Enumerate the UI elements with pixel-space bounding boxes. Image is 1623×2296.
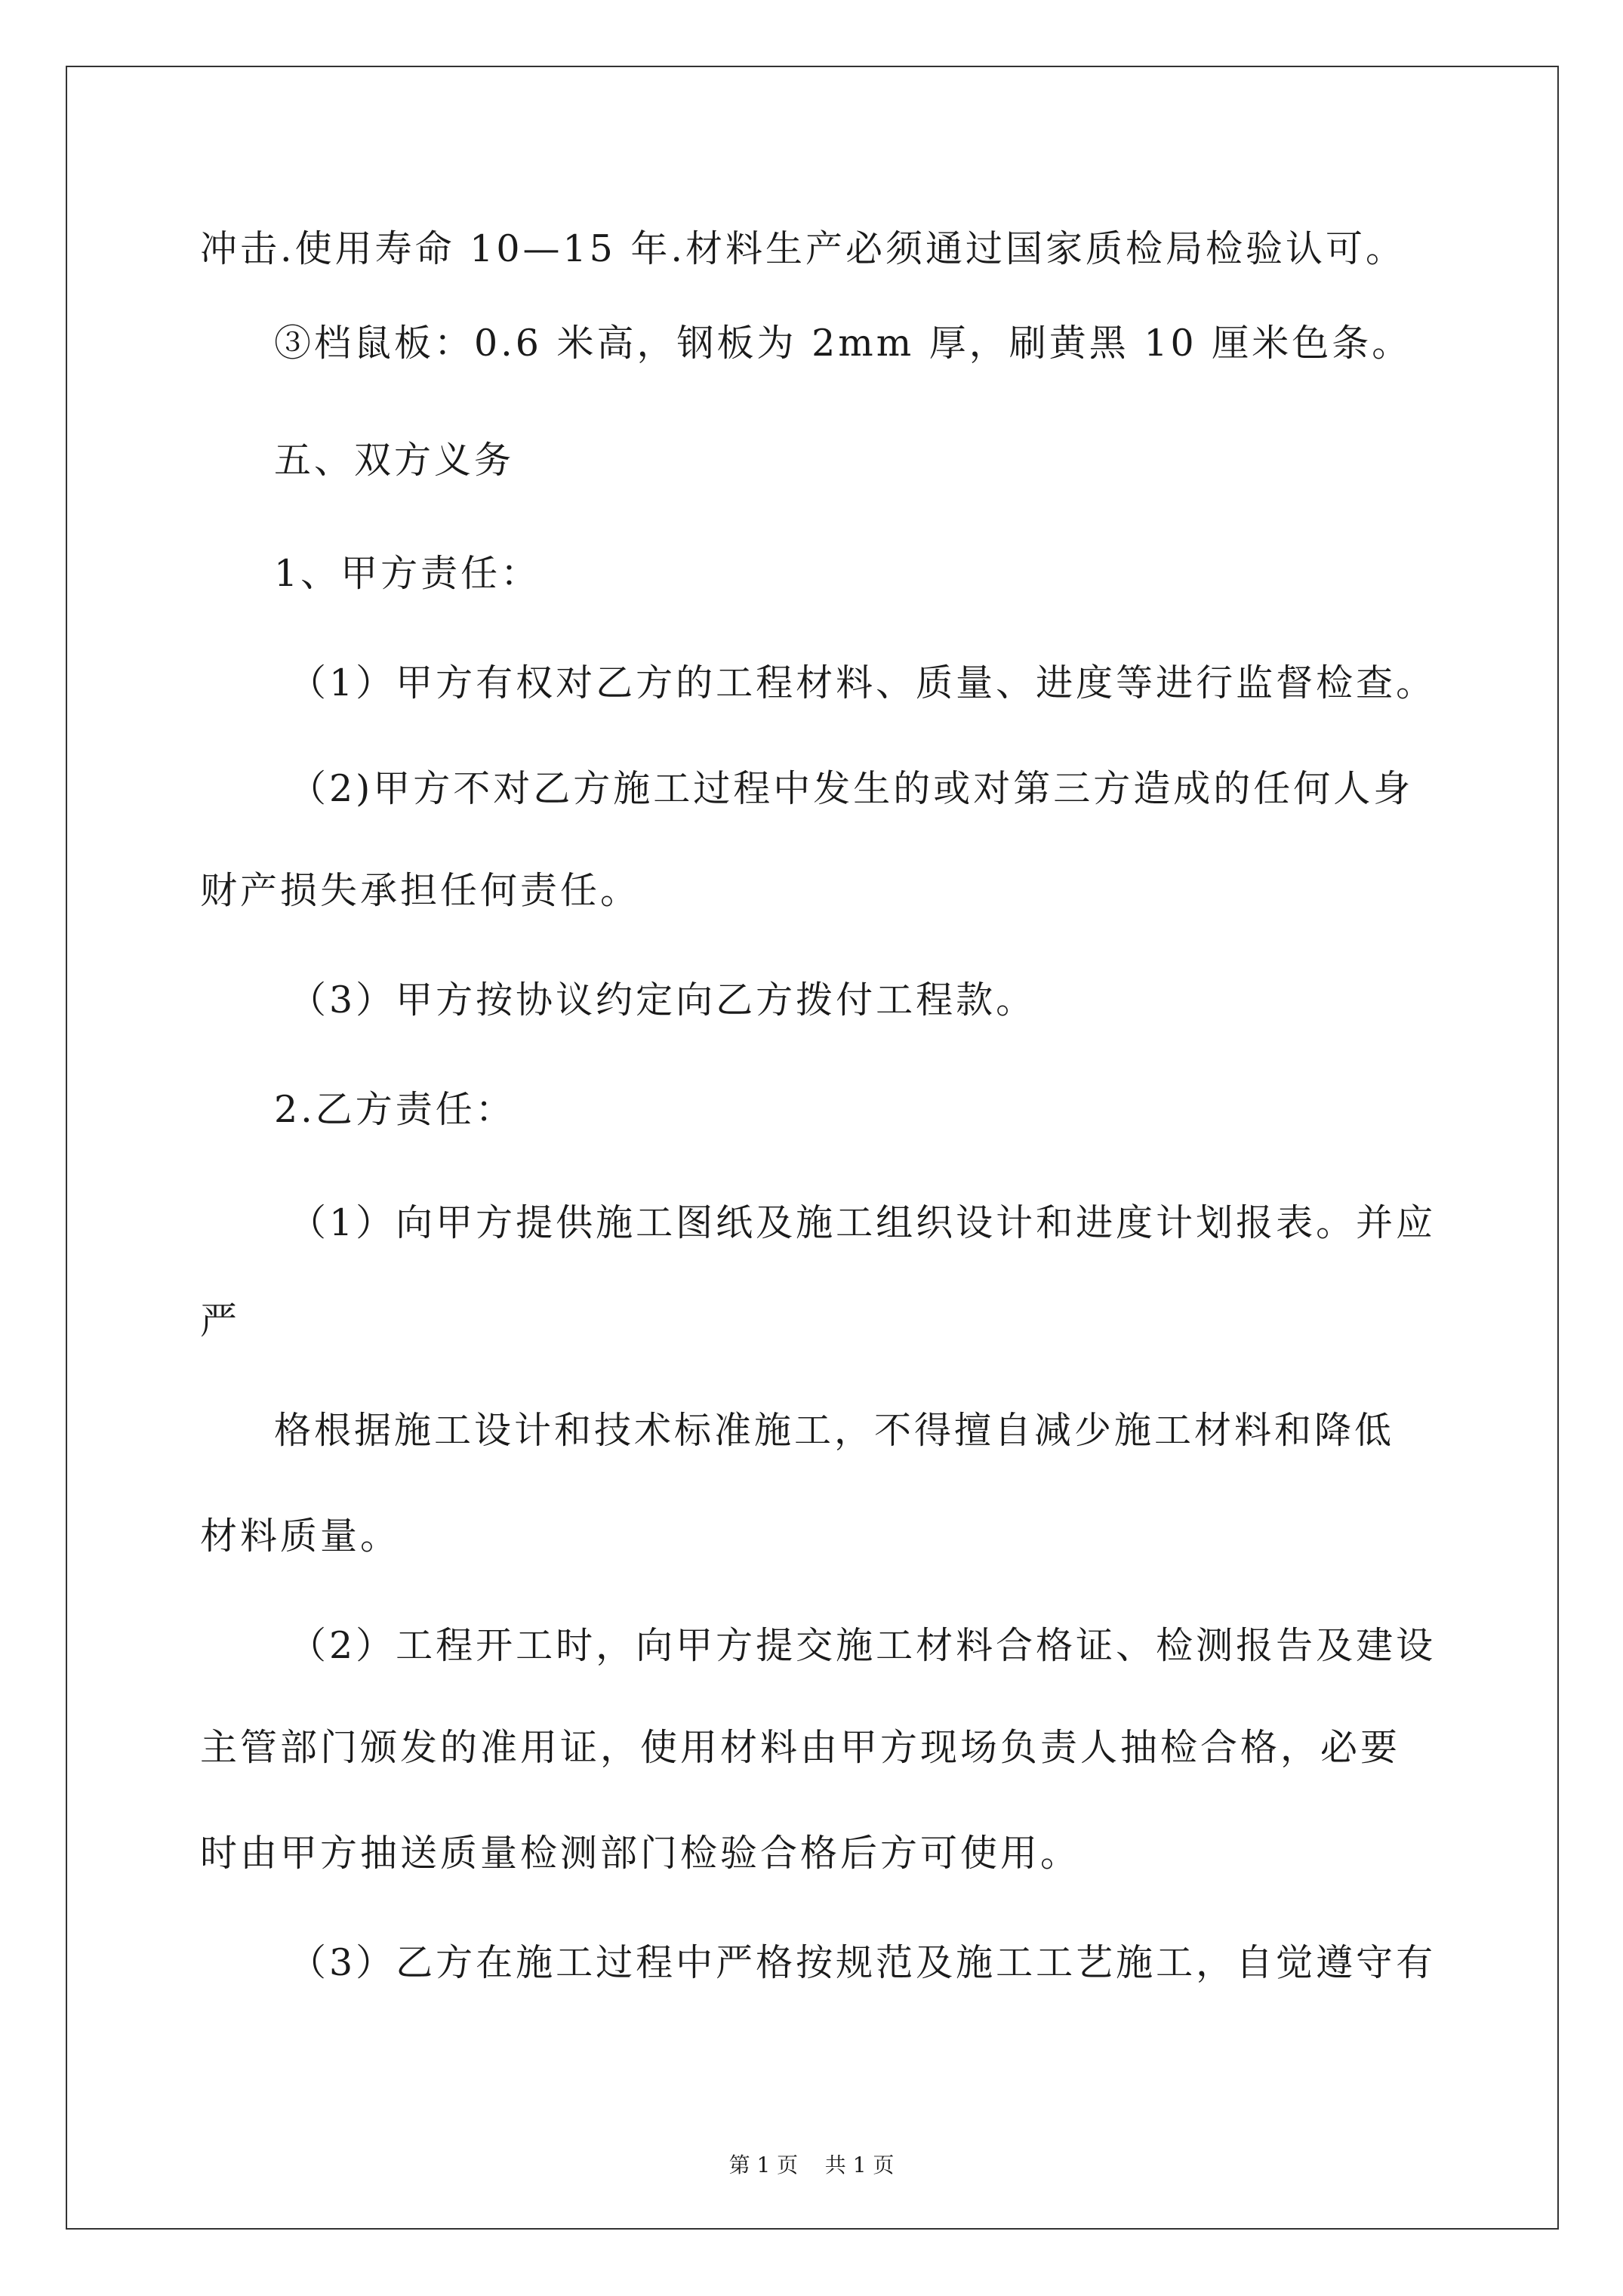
page-number: 第 1 页 <box>728 2153 799 2177</box>
page-total: 共 1 页 <box>824 2153 895 2177</box>
text-line: 严 <box>200 1299 241 1342</box>
text-line: （1）向甲方提供施工图纸及施工组织设计和进度计划报表。并应 <box>289 1201 1437 1244</box>
text-line: （3）乙方在施工过程中严格按规范及施工工艺施工，自觉遵守有 <box>289 1941 1437 1984</box>
text-line: 财产损失承担任何责任。 <box>200 869 641 912</box>
text-line: 冲击.使用寿命 10—15 年.材料生产必须通过国家质检局检验认可。 <box>200 227 1406 270</box>
page-frame <box>66 66 1559 2230</box>
text-line: （2)甲方不对乙方施工过程中发生的或对第三方造成的任何人身 <box>289 767 1414 810</box>
text-line: ③档鼠板：0.6 米高，钢板为 2mm 厚，刷黄黑 10 厘米色条。 <box>274 322 1412 365</box>
text-line: （1）甲方有权对乙方的工程材料、质量、进度等进行监督检查。 <box>289 661 1437 704</box>
text-line: 主管部门颁发的准用证，使用材料由甲方现场负责人抽检合格，必要 <box>200 1726 1401 1769</box>
text-line: 格根据施工设计和技术标准施工，不得擅自减少施工材料和降低 <box>274 1409 1395 1452</box>
text-line: （2）工程开工时，向甲方提交施工材料合格证、检测报告及建设 <box>289 1624 1437 1667</box>
text-line: （3）甲方按协议约定向乙方拨付工程款。 <box>289 978 1036 1022</box>
text-line: 材料质量。 <box>200 1515 401 1558</box>
text-line: 时由甲方抽送质量检测部门检验合格后方可使用。 <box>200 1832 1081 1875</box>
subsection-heading: 2.乙方责任： <box>274 1088 516 1131</box>
section-heading: 五、双方义务 <box>274 439 515 482</box>
subsection-heading: 1、甲方责任： <box>274 552 541 595</box>
page-footer <box>0 2150 1623 2180</box>
